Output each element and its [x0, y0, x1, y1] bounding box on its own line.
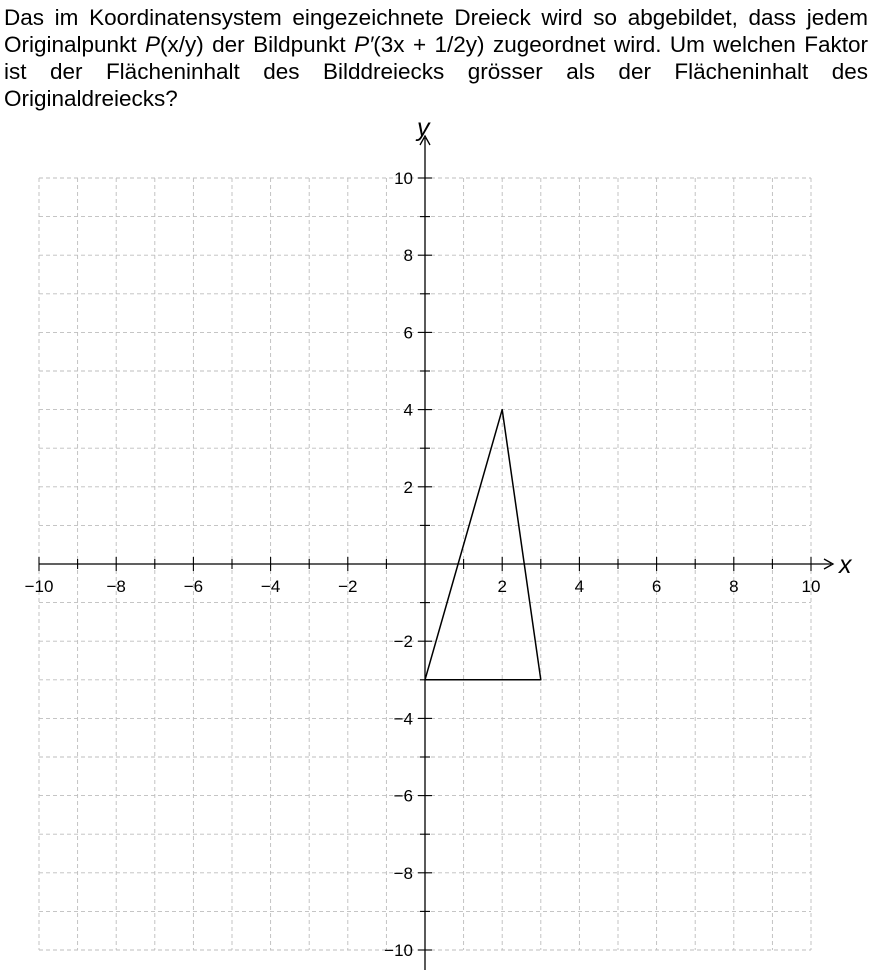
original-point-coords: (x/y) — [160, 32, 204, 57]
y-tick-label: 4 — [403, 400, 413, 420]
y-tick-label: −6 — [393, 786, 413, 806]
y-tick-label: 8 — [403, 246, 413, 266]
y-tick-label: 6 — [403, 323, 413, 343]
y-tick-label: 2 — [403, 477, 413, 497]
problem-text-part3: zugeordnet wird. Um welchen Faktor ist der Flächeninhalt des Bilddreiecks grösser als der Flächeninhalt des Originaldreiecks? — [4, 32, 868, 111]
x-tick-label: 2 — [497, 577, 507, 596]
original-triangle — [425, 410, 541, 680]
x-tick-label: −2 — [338, 577, 358, 596]
y-tick-label: −10 — [384, 941, 413, 960]
original-point-name: P — [144, 32, 160, 57]
x-tick-label: 6 — [651, 577, 662, 596]
triangle-layer — [425, 410, 541, 680]
image-point-coords: (3x + 1/2y) — [373, 32, 485, 57]
x-tick-label: −8 — [106, 577, 126, 596]
x-axis-label: x — [839, 551, 852, 579]
axes — [39, 136, 833, 970]
y-tick-label: 10 — [394, 169, 413, 188]
y-tick-label: −8 — [393, 863, 413, 883]
y-tick-label: −4 — [393, 709, 413, 729]
x-tick-label: 10 — [801, 577, 821, 596]
problem-text-part2: der Bildpunkt — [203, 32, 355, 57]
y-axis-label: y — [417, 114, 430, 142]
x-tick-label: −4 — [260, 577, 281, 596]
x-tick-label: 4 — [574, 577, 585, 596]
x-tick-label: 8 — [729, 577, 739, 596]
x-tick-label: −6 — [183, 577, 204, 596]
y-tick-label: −2 — [393, 632, 413, 652]
image-point-name: P′ — [354, 32, 374, 57]
x-tick-label: −10 — [24, 577, 54, 596]
problem-text-part1: Das im Koordinatensystem eingezeichnete Dreieck wird so abgebildet, dass jedem Originalpunkt — [4, 5, 868, 57]
